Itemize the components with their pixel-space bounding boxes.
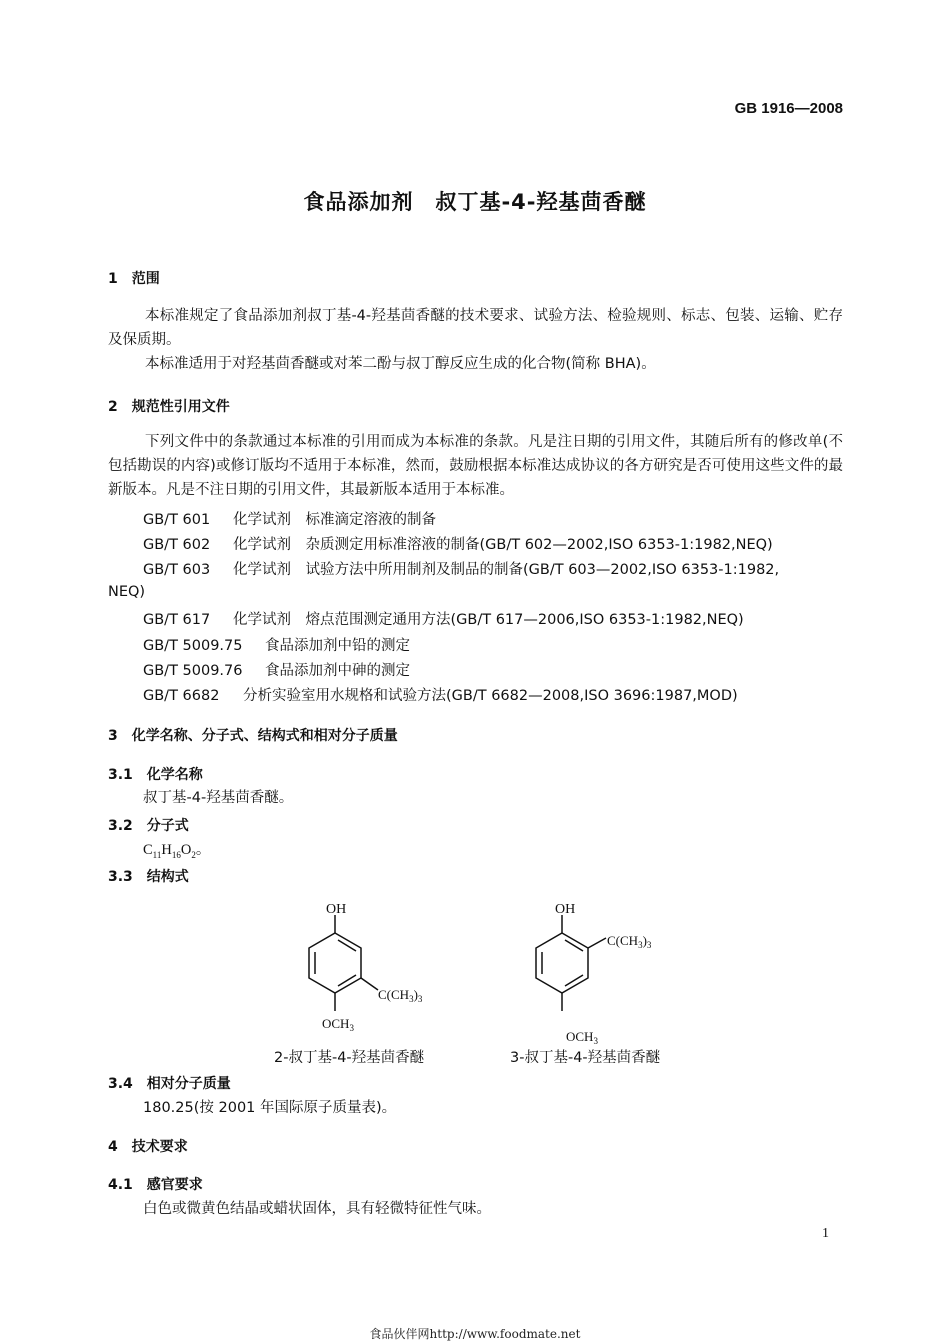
reference-title: 食品添加剂中铅的测定 <box>265 638 410 654</box>
section-3-2-heading: 3.2 分子式 <box>108 818 189 834</box>
section-1-paragraph-2: 本标准适用于对羟基茴香醚或对苯二酚与叔丁醇反应生成的化合物(简称 BHA)。 <box>145 356 656 372</box>
page-number: 1 <box>822 1226 829 1241</box>
structure-label: 2-叔丁基-4-羟基茴香醚 <box>274 1050 425 1066</box>
structure-2-tert-butyl <box>270 895 470 1045</box>
reference-item <box>143 684 738 705</box>
structure-3-tert-butyl <box>500 895 700 1045</box>
benzene-ring <box>536 915 606 1011</box>
section-4-heading: 4 技术要求 <box>108 1139 188 1155</box>
reference-item <box>143 608 744 629</box>
reference-title: 化学试剂 熔点范围测定通用方法(GB/T 617—2006,ISO 6353-1:1982,NEQ) <box>233 612 744 628</box>
reference-code: GB/T 601 <box>143 512 211 528</box>
reference-title: 食品添加剂中砷的测定 <box>265 663 410 679</box>
reference-title: 分析实验室用水规格和试验方法(GB/T 6682—2008,ISO 3696:1987,MOD) <box>243 688 738 704</box>
reference-continuation: NEQ) <box>108 584 146 600</box>
reference-item <box>143 558 779 579</box>
chemical-name: 叔丁基-4-羟基茴香醚。 <box>143 790 294 806</box>
tert-butyl-label: $C(CH_3)_3$ <box>607 933 652 950</box>
reference-code: GB/T 617 <box>143 612 211 628</box>
section-4-1-heading: 4.1 感官要求 <box>108 1177 203 1193</box>
footer-watermark: 食品伙伴网http://www.foodmate.net <box>369 1327 581 1341</box>
reference-item <box>143 634 410 655</box>
section-1-paragraph-1: 本标准规定了食品添加剂叔丁基-4-羟基茴香醚的技术要求、试验方法、检验规则、标志、包装、运输、贮存及保质期。 <box>108 308 843 348</box>
reference-code: GB/T 602 <box>143 537 211 553</box>
hydroxyl-label: OH <box>555 902 576 917</box>
benzene-ring <box>309 915 378 1011</box>
section-3-1-heading: 3.1 化学名称 <box>108 767 203 783</box>
section-3-heading: 3 化学名称、分子式、结构式和相对分子质量 <box>108 728 398 744</box>
reference-title: 化学试剂 杂质测定用标准溶液的制备(GB/T 602—2002,ISO 6353-1:1982,NEQ) <box>233 537 773 553</box>
reference-code: GB/T 6682 <box>143 688 220 704</box>
molecular-formula: $C_{11}H_{16}O_2$。 <box>143 842 211 860</box>
reference-item <box>143 533 773 554</box>
reference-code: GB/T 5009.76 <box>143 663 243 679</box>
structure-label: 3-叔丁基-4-羟基茴香醚 <box>510 1050 661 1066</box>
methoxy-label: $OCH_3$ <box>566 1029 598 1045</box>
reference-code: GB/T 603 <box>143 562 211 578</box>
methoxy-label: $OCH_3$ <box>322 1016 354 1033</box>
molecular-mass: 180.25(按 2001 年国际原子质量表)。 <box>143 1100 397 1116</box>
reference-item <box>143 508 436 529</box>
page-title: 食品添加剂 叔丁基-4-羟基茴香醚 <box>303 190 647 214</box>
reference-code: GB/T 5009.75 <box>143 638 243 654</box>
section-2-heading: 2 规范性引用文件 <box>108 399 230 415</box>
reference-title: 化学试剂 试验方法中所用制剂及制品的制备(GB/T 603—2002,ISO 6353-1:1982, <box>233 562 780 578</box>
section-3-3-heading: 3.3 结构式 <box>108 869 189 885</box>
section-1-heading: 1 范围 <box>108 271 160 287</box>
tert-butyl-label: $C(CH_3)_3$ <box>378 987 423 1004</box>
standard-code: GB 1916—2008 <box>734 100 843 117</box>
sensory-requirement: 白色或微黄色结晶或蜡状固体，具有轻微特征性气味。 <box>143 1201 491 1217</box>
section-3-4-heading: 3.4 相对分子质量 <box>108 1076 231 1092</box>
reference-item <box>143 659 410 680</box>
hydroxyl-label: OH <box>326 902 347 917</box>
section-2-intro: 下列文件中的条款通过本标准的引用而成为本标准的条款。凡是注日期的引用文件，其随后所有的修改单(不包括勘误的内容)或修订版均不适用于本标准，然而，鼓励根据本标准达成协议的各方研究是否可使用这些文件的最新版本。凡是不注日期的引用文件，其最新版本适用于本标准。 <box>108 434 843 498</box>
reference-title: 化学试剂 标准滴定溶液的制备 <box>233 512 436 528</box>
